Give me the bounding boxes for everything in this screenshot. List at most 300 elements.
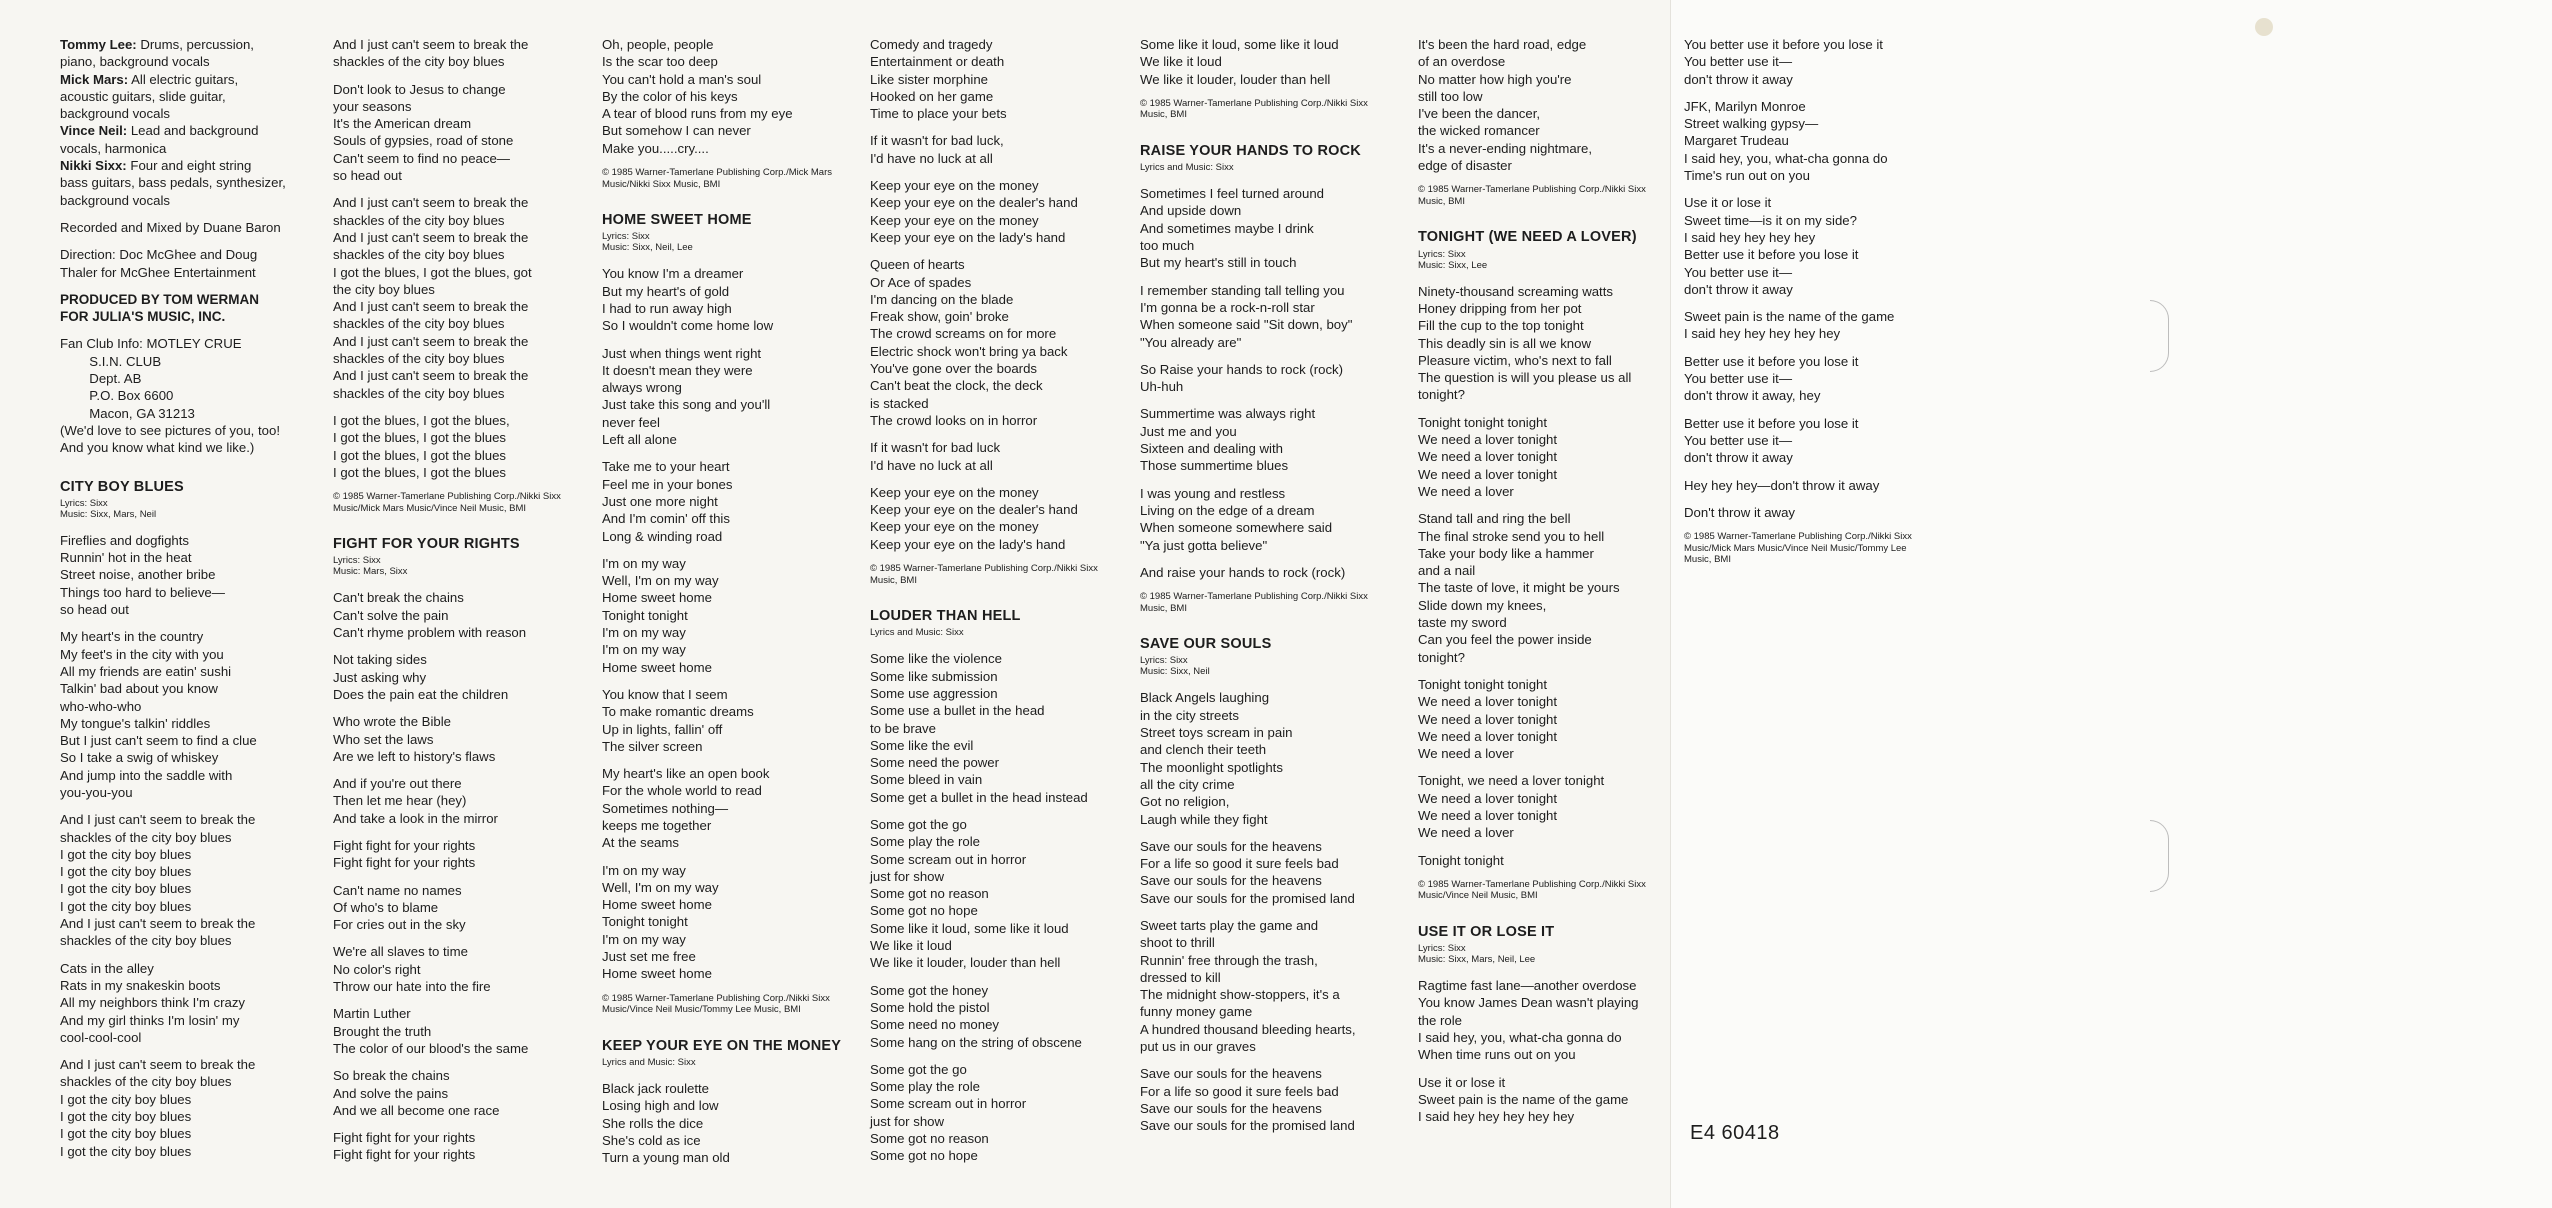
lyric-stanza <box>333 882 583 934</box>
lyric-line: Some use a bullet in the head <box>870 703 1045 719</box>
lyric-line: You know I'm a dreamer <box>602 266 744 282</box>
text-line: Keep your eye on the money <box>870 484 1039 500</box>
text-line: And I just can't seem to break the <box>333 368 529 384</box>
lyric-line: Those summertime blues <box>1140 458 1289 474</box>
lyric-line: I got the city boy blues <box>60 864 192 880</box>
lyric-line: Just take this song and you'll <box>602 397 771 413</box>
lyric-line: The taste of love, it might be yours <box>1418 580 1620 596</box>
lyric-line: I had to run away high <box>602 300 732 316</box>
lyric-stanza <box>870 650 1120 806</box>
text-line: I got the blues, I got the blues <box>333 447 507 463</box>
lyric-line: cool-cool-cool <box>60 1029 142 1045</box>
songwriter-credit: Lyrics and Music: Sixx <box>870 627 964 639</box>
lyric-line: And if you're out there <box>333 776 462 792</box>
lyric-stanza <box>602 862 852 983</box>
lyric-line: For cries out in the sky <box>333 917 466 933</box>
text-line: Hey hey hey—don't throw it away <box>1684 477 1880 493</box>
lyric-line: Fight fight for your rights <box>333 1147 476 1163</box>
text-line: Music/Mick Mars Music/Vince Neil Music, BMI <box>333 502 527 514</box>
lyric-line: I'm on my way <box>602 931 686 947</box>
lyric-line: Turn a young man old <box>602 1150 730 1166</box>
lyric-line: Some like it loud, some like it loud <box>870 920 1069 936</box>
text-line: You better use it— <box>1684 371 1793 387</box>
lyric-line: This deadly sin is all we know <box>1418 335 1591 351</box>
lyric-line: I got the city boy blues <box>60 898 192 914</box>
lyric-stanza <box>333 943 583 995</box>
song-title: RAISE YOUR HANDS TO ROCK <box>1140 142 1361 159</box>
lyric-line: Save our souls for the heavens <box>1140 1100 1322 1116</box>
text-line: shackles of the city boy blues <box>333 351 505 367</box>
song-title: TONIGHT (WE NEED A LOVER) <box>1418 229 1637 246</box>
text-line: PRODUCED BY TOM WERMAN <box>60 291 260 307</box>
lyric-line: We need a lover tonight <box>1418 449 1558 465</box>
lyric-line: Well, I'm on my way <box>602 573 719 589</box>
text-line: You better use it— <box>1684 54 1793 70</box>
column-6 <box>1418 36 1668 1136</box>
member-role: All electric guitars, <box>128 71 239 87</box>
lyric-line: But my heart's still in touch <box>1140 255 1297 271</box>
lyric-line: I got the city boy blues <box>60 881 192 897</box>
lyric-stanza <box>60 335 310 456</box>
songwriter-credit: Lyrics: Sixx <box>60 497 108 509</box>
lyric-stanza <box>870 177 1120 246</box>
text-line: Electric shock won't bring ya back <box>870 343 1068 359</box>
copyright-notice <box>1140 98 1390 121</box>
text-line: I said hey, you, what-cha gonna do <box>1684 150 1888 166</box>
lyric-line: When time runs out on you <box>1418 1047 1576 1063</box>
lyric-line: I said hey hey hey hey hey <box>1418 1109 1575 1125</box>
songwriter-credit: Lyrics: Sixx <box>1140 655 1188 667</box>
lyric-stanza <box>333 194 583 402</box>
text-line: Souls of gypsies, road of stone <box>333 133 514 149</box>
member-role: acoustic guitars, slide guitar, <box>60 88 226 104</box>
lyric-stanza <box>60 960 310 1046</box>
lyric-line: Just one more night <box>602 493 718 509</box>
lyric-line: And my girl thinks I'm losin' my <box>60 1012 240 1028</box>
text-line: I've been the dancer, <box>1418 106 1541 122</box>
lyric-line: You know that I seem <box>602 686 728 702</box>
lyric-line: And upside down <box>1140 203 1242 219</box>
copyright-notice <box>1418 879 1668 902</box>
band-credits <box>60 36 310 209</box>
text-line: Oh, people, people <box>602 37 714 52</box>
text-line: © 1985 Warner-Tamerlane Publishing Corp./Nikki Sixx <box>1684 531 1912 543</box>
lyric-line: Street noise, another bribe <box>60 567 216 583</box>
column-3 <box>602 36 852 1176</box>
lyric-line: Take me to your heart <box>602 459 730 475</box>
lyric-stanza <box>1684 504 1934 521</box>
lyric-line: never feel <box>602 414 660 430</box>
text-line: You better use it— <box>1684 432 1793 448</box>
lyric-line: Not taking sides <box>333 652 427 668</box>
lyric-line: We need a lover tonight <box>1418 466 1558 482</box>
lyric-line: But I just can't seem to find a clue <box>60 733 257 749</box>
lyric-line: Fight fight for your rights <box>333 837 476 853</box>
lyric-line: And jump into the saddle with <box>60 767 233 783</box>
lyric-stanza <box>1684 308 1934 343</box>
text-line: © 1985 Warner-Tamerlane Publishing Corp./Nikki Sixx <box>870 563 1098 575</box>
text-line: © 1985 Warner-Tamerlane Publishing Corp./Nikki Sixx <box>602 992 830 1004</box>
lyric-line: The silver screen <box>602 738 703 754</box>
lyric-line: Save our souls for the heavens <box>1140 873 1322 889</box>
text-line: Is the scar too deep <box>602 54 718 70</box>
lyric-line: funny money game <box>1140 1004 1253 1020</box>
songwriter-credit: Music: Mars, Sixx <box>333 566 408 578</box>
lyric-line: We need a lover tonight <box>1418 432 1558 448</box>
text-line: It's been the hard road, edge <box>1418 37 1587 52</box>
lyric-line: We need a lover tonight <box>1418 711 1558 727</box>
text-line: Music/Vince Neil Music, BMI <box>1418 890 1538 902</box>
lyric-stanza <box>333 589 583 641</box>
lyric-stanza <box>60 219 310 236</box>
lyric-line: Who set the laws <box>333 731 434 747</box>
column-4 <box>870 36 1120 1175</box>
member-name: Tommy Lee: <box>60 37 137 52</box>
lyric-line: Some got no hope <box>870 1148 978 1164</box>
text-line: If it wasn't for bad luck, <box>870 133 1004 149</box>
lyric-line: tonight? <box>1418 387 1465 403</box>
lyric-stanza <box>870 1061 1120 1165</box>
lyric-line: And solve the pains <box>333 1085 449 1101</box>
lyric-line: When someone somewhere said <box>1140 520 1333 536</box>
lyric-line: Does the pain eat the children <box>333 686 509 702</box>
lyric-stanza <box>870 982 1120 1051</box>
lyric-line: We need a lover tonight <box>1418 790 1558 806</box>
lyric-line: I was young and restless <box>1140 485 1286 501</box>
credit-line <box>60 105 310 122</box>
lyric-line: Use it or lose it <box>1418 1074 1506 1090</box>
lyric-line: always wrong <box>602 380 682 396</box>
text-line: And I just can't seem to break the <box>333 195 529 211</box>
lyric-line: For a life so good it sure feels bad <box>1140 1083 1339 1099</box>
lyric-line: put us in our graves <box>1140 1039 1256 1055</box>
text-line: Queen of hearts <box>870 257 965 273</box>
lyric-line: Long & winding road <box>602 528 723 544</box>
lyric-line: So I wouldn't come home low <box>602 318 774 334</box>
text-line: And I just can't seem to break the <box>333 229 529 245</box>
songwriter-credit: Lyrics: Sixx <box>1418 248 1466 260</box>
tab-notch-upper <box>2150 300 2169 372</box>
lyric-line: Some play the role <box>870 1079 980 1095</box>
lyric-line: And take a look in the mirror <box>333 810 498 826</box>
text-line: Keep your eye on the lady's hand <box>870 229 1066 245</box>
lyric-line: The midnight show-stoppers, it's a <box>1140 987 1340 1003</box>
lyric-stanza <box>1140 838 1390 907</box>
text-line: © 1985 Warner-Tamerlane Publishing Corp./Nikki Sixx <box>1418 184 1646 196</box>
lyric-line: We need a lover <box>1418 483 1514 499</box>
member-role: Lead and background <box>127 123 259 139</box>
lyric-stanza <box>1418 977 1668 1063</box>
text-line: Keep your eye on the money <box>870 178 1039 194</box>
catalog-number: E4 60418 <box>1690 1122 1780 1144</box>
lyric-line: Can't rhyme problem with reason <box>333 625 527 641</box>
lyric-line: The moonlight spotlights <box>1140 759 1283 775</box>
lyric-line: And we all become one race <box>333 1102 500 1118</box>
lyric-line: She's cold as ice <box>602 1132 701 1148</box>
text-line: I got the blues, I got the blues, <box>333 412 510 428</box>
lyric-line: all the city crime <box>1140 776 1235 792</box>
lyric-line: shackles of the city boy blues <box>60 1074 232 1090</box>
lyric-stanza <box>1140 689 1390 827</box>
lyric-stanza <box>333 81 583 185</box>
lyric-line: I'm on my way <box>602 862 686 878</box>
credit-line <box>60 88 310 105</box>
lyric-line: And I'm comin' off this <box>602 511 730 527</box>
text-line: You better use it before you lose it <box>1684 37 1883 52</box>
song-credits <box>870 627 1120 638</box>
lyric-line: Street toys scream in pain <box>1140 725 1293 741</box>
text-line: shackles of the city boy blues <box>333 385 505 401</box>
text-line: We like it loud <box>1140 54 1222 70</box>
text-line: I got the blues, I got the blues <box>333 464 507 480</box>
lyric-stanza <box>333 651 583 703</box>
lyric-line: The final stroke send you to hell <box>1418 528 1605 544</box>
lyric-line: Save our souls for the promised land <box>1140 890 1355 906</box>
text-line: edge of disaster <box>1418 158 1512 174</box>
lyric-line: Fireflies and dogfights <box>60 532 190 548</box>
lyric-line: Feel me in your bones <box>602 476 733 492</box>
lyric-stanza <box>333 713 583 765</box>
text-line: Better use it before you lose it <box>1684 415 1859 431</box>
text-line: shackles of the city boy blues <box>333 247 505 263</box>
lyric-line: I remember standing tall telling you <box>1140 282 1345 298</box>
lyric-line: She rolls the dice <box>602 1115 704 1131</box>
text-line: Sweet time—is it on my side? <box>1684 212 1857 228</box>
songwriter-credit: Lyrics: Sixx <box>333 555 381 567</box>
lyric-line: For the whole world to read <box>602 783 762 799</box>
lyric-line: Who wrote the Bible <box>333 714 452 730</box>
lyric-stanza <box>1684 477 1934 494</box>
songwriter-credit: Lyrics and Music: Sixx <box>1140 162 1234 174</box>
lyric-line: I said hey, you, what-cha gonna do <box>1418 1030 1622 1046</box>
lyric-stanza <box>1418 414 1668 500</box>
text-line: Keep your eye on the dealer's hand <box>870 502 1078 518</box>
lyric-stanza <box>602 765 852 851</box>
text-line: I said hey hey hey hey <box>1684 229 1816 245</box>
producer-credit <box>60 291 310 326</box>
lyric-line: Take your body like a hammer <box>1418 545 1594 561</box>
text-line: Keep your eye on the lady's hand <box>870 536 1066 552</box>
text-line: Or Ace of spades <box>870 274 972 290</box>
lyric-line: We need a lover <box>1418 825 1514 841</box>
lyric-line: shoot to thrill <box>1140 935 1215 951</box>
lyric-line: Ninety-thousand screaming watts <box>1418 283 1613 299</box>
lyric-stanza <box>602 36 852 157</box>
text-line: shackles of the city boy blues <box>333 316 505 332</box>
lyric-stanza <box>602 555 852 676</box>
song-credits <box>1140 655 1390 677</box>
lyric-stanza <box>602 458 852 544</box>
lyric-line: Of who's to blame <box>333 899 439 915</box>
lyric-line: The question is will you please us all <box>1418 370 1632 386</box>
lyric-line: taste my sword <box>1418 615 1507 631</box>
text-line: Comedy and tragedy <box>870 37 993 52</box>
text-line: Don't throw it away <box>1684 504 1795 520</box>
lyric-line: Laugh while they fight <box>1140 811 1268 827</box>
text-line: Like sister morphine <box>870 71 989 87</box>
lyric-stanza <box>602 686 852 755</box>
lyric-line: Then let me hear (hey) <box>333 793 467 809</box>
text-line: I got the blues, I got the blues, got <box>333 264 532 280</box>
lyric-line: Some got the go <box>870 816 967 832</box>
lyric-line: Some scream out in horror <box>870 851 1027 867</box>
lyric-line: Rats in my snakeskin boots <box>60 977 221 993</box>
text-line: I said hey hey hey hey hey <box>1684 326 1841 342</box>
lyric-line: But my heart's of gold <box>602 283 730 299</box>
lyric-stanza <box>1684 194 1934 298</box>
text-line: It's a never-ending nightmare, <box>1418 140 1593 156</box>
text-line: Make you.....cry.... <box>602 140 709 156</box>
lyric-line: Up in lights, fallin' off <box>602 721 723 737</box>
column-5 <box>1140 36 1390 1145</box>
text-line: Recorded and Mixed by Duane Baron <box>60 219 281 235</box>
text-line: Keep your eye on the money <box>870 212 1039 228</box>
credit-line <box>60 36 310 53</box>
copyright-notice <box>333 491 583 514</box>
stain-mark <box>2255 18 2273 36</box>
song-credits <box>602 231 852 253</box>
tab-notch-lower <box>2150 820 2169 892</box>
lyric-line: who-who-who <box>60 698 142 714</box>
lyric-line: Home sweet home <box>602 966 712 982</box>
text-line: © 1985 Warner-Tamerlane Publishing Corp./Nikki Sixx <box>1140 97 1368 109</box>
lyric-line: Slide down my knees, <box>1418 597 1547 613</box>
lyric-stanza <box>60 628 310 801</box>
lyric-stanza <box>333 775 583 827</box>
text-line: Dept. AB <box>60 371 142 387</box>
lyric-stanza <box>60 1056 310 1160</box>
text-line: If it wasn't for bad luck <box>870 440 1001 456</box>
lyric-line: Save our souls for the promised land <box>1140 1118 1355 1134</box>
lyric-stanza <box>1140 917 1390 1055</box>
text-line: Music/Mick Mars Music/Vince Neil Music/Tommy Lee <box>1684 542 1907 554</box>
lyric-line: Sixteen and dealing with <box>1140 441 1283 457</box>
lyric-stanza <box>333 1067 583 1119</box>
lyric-line: Pleasure victim, who's next to fall <box>1418 352 1612 368</box>
lyric-line: When someone said "Sit down, boy" <box>1140 317 1353 333</box>
lyric-line: dressed to kill <box>1140 969 1221 985</box>
lyric-line: You know James Dean wasn't playing <box>1418 995 1639 1011</box>
lyric-stanza <box>1140 405 1390 474</box>
lyric-line: Some like submission <box>870 668 998 684</box>
credit-line <box>60 71 310 88</box>
songwriter-credit: Lyrics: Sixx <box>602 231 650 243</box>
text-line: Direction: Doc McGhee and Doug <box>60 247 258 263</box>
lyric-line: Sweet tarts play the game and <box>1140 917 1319 933</box>
lyric-line: shackles of the city boy blues <box>60 829 232 845</box>
text-line: © 1985 Warner-Tamerlane Publishing Corp./Mick Mars <box>602 167 832 179</box>
lyric-line: My heart's in the country <box>60 629 204 645</box>
text-line: Music, BMI <box>1140 109 1187 121</box>
lyric-line: tonight? <box>1418 649 1465 665</box>
lyric-line: All my friends are eatin' sushi <box>60 663 232 679</box>
song-credits <box>1140 162 1390 173</box>
text-line: And you know what kind we like.) <box>60 440 255 456</box>
text-line: But somehow I can never <box>602 123 751 139</box>
lyric-line: Home sweet home <box>602 659 712 675</box>
text-line: is stacked <box>870 395 929 411</box>
lyric-line: So I take a swig of whiskey <box>60 750 219 766</box>
lyric-line: Sweet pain is the name of the game <box>1418 1091 1629 1107</box>
credit-line <box>60 174 310 191</box>
credit-line <box>60 53 310 70</box>
text-line: Entertainment or death <box>870 54 1005 70</box>
text-line: Music, BMI <box>1684 554 1731 566</box>
text-line: don't throw it away, hey <box>1684 388 1821 404</box>
lyric-line: I got the city boy blues <box>60 1126 192 1142</box>
text-line: still too low <box>1418 88 1483 104</box>
lyric-stanza <box>60 532 310 618</box>
text-line: Better use it before you lose it <box>1684 353 1859 369</box>
lyric-line: to be brave <box>870 720 936 736</box>
songwriter-credit: Lyrics: Sixx <box>1418 943 1466 955</box>
copyright-notice <box>1418 184 1668 207</box>
lyric-line: Can't solve the pain <box>333 607 449 623</box>
member-role: piano, background vocals <box>60 54 210 70</box>
lyric-line: Losing high and low <box>602 1098 719 1114</box>
song-title: KEEP YOUR EYE ON THE MONEY <box>602 1037 842 1054</box>
text-line: of an overdose <box>1418 54 1506 70</box>
text-line: You better use it— <box>1684 264 1793 280</box>
member-role: vocals, harmonica <box>60 140 167 156</box>
member-role: Drums, percussion, <box>136 37 254 52</box>
text-line: Some like it loud, some like it loud <box>1140 37 1339 52</box>
lyric-stanza <box>333 1129 583 1164</box>
lyric-line: At the seams <box>602 835 679 851</box>
text-line: You can't hold a man's soul <box>602 71 762 87</box>
text-line: Thaler for McGhee Entertainment <box>60 264 256 280</box>
lyric-line: I'm on my way <box>602 642 686 658</box>
lyric-line: So Raise your hands to rock (rock) <box>1140 361 1344 377</box>
member-role: background vocals <box>60 106 170 122</box>
text-line: I'm dancing on the blade <box>870 291 1014 307</box>
text-line: Sweet pain is the name of the game <box>1684 309 1895 325</box>
text-line: Can't seem to find no peace— <box>333 150 510 166</box>
song-title: LOUDER THAN HELL <box>870 608 1021 625</box>
lyric-line: I'm on my way <box>602 555 686 571</box>
lyric-line: A hundred thousand bleeding hearts, <box>1140 1021 1356 1037</box>
text-line: And I just can't seem to break the <box>333 37 529 52</box>
lyric-line: I got the city boy blues <box>60 846 192 862</box>
lyric-line: Living on the edge of a dream <box>1140 502 1315 518</box>
lyric-line: We need a lover <box>1418 746 1514 762</box>
lyric-line: Got no religion, <box>1140 794 1230 810</box>
lyric-line: Tonight tonight tonight <box>1418 676 1548 692</box>
lyric-stanza <box>1684 415 1934 467</box>
lyric-stanza <box>1418 283 1668 404</box>
lyric-line: Some got no reason <box>870 886 989 902</box>
lyric-stanza <box>1684 353 1934 405</box>
text-line: (We'd love to see pictures of you, too! <box>60 422 280 438</box>
text-line: Music, BMI <box>1140 602 1187 614</box>
lyric-line: Can you feel the power inside <box>1418 632 1592 648</box>
text-line: the wicked romancer <box>1418 123 1540 139</box>
lyric-line: So break the chains <box>333 1068 450 1084</box>
lyric-line: "You already are" <box>1140 334 1242 350</box>
text-line: Can't beat the clock, the deck <box>870 378 1043 394</box>
lyric-line: Tonight, we need a lover tonight <box>1418 773 1605 789</box>
text-line: Better use it before you lose it <box>1684 247 1859 263</box>
lyric-stanza <box>333 837 583 872</box>
lyric-line: Well, I'm on my way <box>602 879 719 895</box>
lyric-line: We like it louder, louder than hell <box>870 955 1061 971</box>
lyric-stanza <box>1684 98 1934 184</box>
text-line: Fan Club Info: MOTLEY CRUE <box>60 336 242 352</box>
song-credits <box>333 555 583 577</box>
lyric-stanza <box>870 484 1120 553</box>
lyric-line: We're all slaves to time <box>333 944 468 960</box>
lyric-line: Some hang on the string of obscene <box>870 1034 1082 1050</box>
